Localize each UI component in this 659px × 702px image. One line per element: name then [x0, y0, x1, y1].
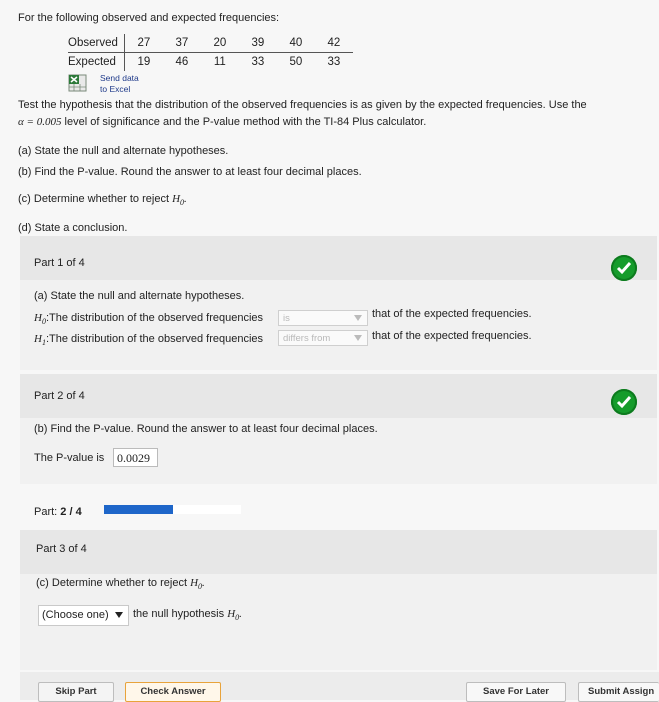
- observed-cell: 39: [239, 34, 277, 53]
- problem-c-text: (c) Determine whether to reject: [18, 193, 169, 205]
- part-3-question: (c) Determine whether to reject $H_0$.: [36, 577, 205, 592]
- part-1-panel: [20, 236, 657, 370]
- problem-d: (d) State a conclusion.: [18, 222, 128, 234]
- h1-select-value: differs from: [283, 333, 331, 344]
- problem-c: [18, 193, 187, 207]
- skip-part-button[interactable]: Skip Part: [38, 682, 114, 702]
- h0-text: :The distribution of the observed frequencies: [45, 312, 264, 324]
- observed-cell: 20: [201, 34, 239, 53]
- observed-cell: 27: [124, 34, 163, 53]
- h1-row: [34, 333, 263, 347]
- observed-cell: 40: [277, 34, 315, 53]
- problem-line-2: [18, 116, 426, 128]
- part-2-question: (b) Find the P-value. Round the answer to at least four decimal places.: [34, 423, 378, 435]
- problem-a: (a) State the null and alternate hypotheses.: [18, 145, 229, 157]
- h0-row: [34, 312, 263, 326]
- excel-icon[interactable]: [68, 74, 87, 92]
- problem-line-2-rest: level of significance and the P-value method with the TI-84 Plus calculator.: [64, 116, 427, 128]
- part-2-header: [20, 374, 657, 418]
- submit-assignment-button[interactable]: Submit Assign: [578, 682, 659, 702]
- h1-text: :The distribution of the observed frequencies: [45, 333, 264, 345]
- part-1-header: [20, 236, 657, 280]
- progress-bar: [104, 505, 241, 514]
- pvalue-label: The P-value is: [34, 452, 105, 464]
- h0-label: $H_0$: [34, 312, 46, 327]
- expected-label: Expected: [68, 53, 124, 72]
- frequency-table: [68, 34, 353, 71]
- expected-cell: 50: [289, 56, 303, 68]
- part-1-question: (a) State the null and alternate hypotheses.: [34, 290, 245, 302]
- dropdown-arrow-icon: [354, 335, 362, 341]
- part-1-title: Part 1 of 4: [34, 257, 85, 269]
- h0-select-value: is: [283, 313, 290, 324]
- choose-one-text: (Choose one): [42, 609, 109, 621]
- expected-row: [68, 53, 353, 72]
- to-excel-text: to Excel: [100, 84, 131, 94]
- part-3-tail: the null hypothesis $H_0$.: [133, 608, 242, 623]
- problem-b: (b) Find the P-value. Round the answer to at least four decimal places.: [18, 166, 362, 178]
- save-for-later-button[interactable]: Save For Later: [466, 682, 566, 702]
- h0-tail: that of the expected frequencies.: [372, 308, 532, 320]
- checkmark-icon: [611, 255, 637, 281]
- part-2-title: Part 2 of 4: [34, 390, 85, 402]
- expected-cell: 33: [251, 56, 265, 68]
- intro-text: For the following observed and expected frequencies:: [18, 12, 280, 24]
- observed-cell: 42: [315, 34, 353, 53]
- send-data-text: Send data: [100, 73, 139, 83]
- progress-label: Part: 2 / 4: [34, 506, 82, 518]
- dropdown-arrow-icon: [354, 315, 362, 321]
- check-answer-button[interactable]: Check Answer: [125, 682, 221, 702]
- h1-label: $H_1$: [34, 333, 46, 348]
- problem-line-1: Test the hypothesis that the distribution of the observed frequencies is as given by the expected frequencies. Use the: [18, 99, 587, 111]
- expected-cell: 11: [213, 56, 226, 68]
- part-3-header: [20, 530, 657, 574]
- h1-tail: that of the expected frequencies.: [372, 330, 532, 342]
- checkmark-icon: [611, 389, 637, 415]
- expected-cell: 46: [175, 56, 189, 68]
- alpha-value: α = 0.005: [18, 116, 62, 128]
- dropdown-arrow-icon: [115, 612, 123, 618]
- expected-cell: 19: [137, 56, 151, 68]
- pvalue-input[interactable]: 0.0029: [113, 448, 158, 467]
- send-to-excel-link[interactable]: [100, 73, 139, 95]
- expected-cell: 33: [327, 56, 341, 68]
- observed-row: [68, 34, 353, 53]
- part-3-title: Part 3 of 4: [36, 543, 87, 555]
- h0-symbol: $H_0$.: [172, 193, 187, 208]
- observed-label: Observed: [68, 34, 124, 53]
- part-3-panel: [20, 530, 657, 670]
- observed-cell: 37: [163, 34, 201, 53]
- progress-fill: [104, 505, 173, 514]
- reject-decision-select[interactable]: [38, 605, 129, 626]
